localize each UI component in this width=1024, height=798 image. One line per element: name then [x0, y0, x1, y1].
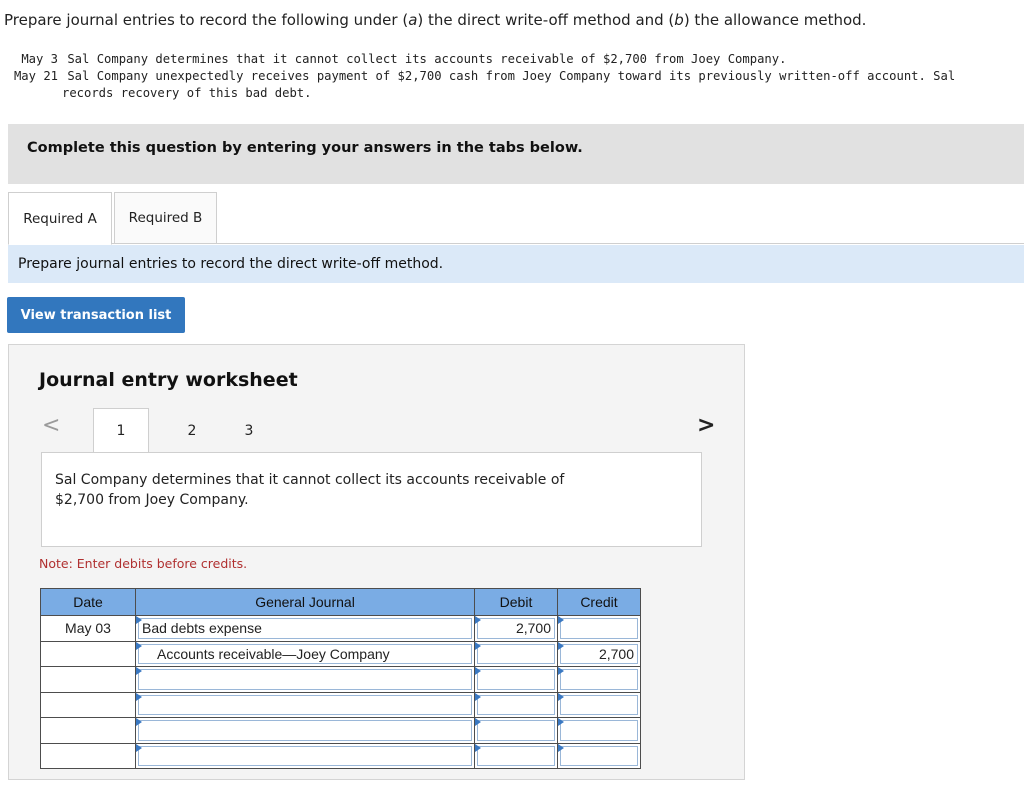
dropdown-marker-icon: [558, 693, 564, 701]
account-cell[interactable]: [136, 616, 475, 642]
account-input[interactable]: [138, 669, 472, 690]
account-cell[interactable]: [136, 718, 475, 744]
dropdown-marker-icon: [558, 744, 564, 752]
account-input[interactable]: [138, 720, 472, 741]
table-header-row: [41, 589, 641, 616]
page-tab-2[interactable]: 2: [187, 422, 197, 439]
account-cell[interactable]: [136, 743, 475, 769]
transaction-text: Sal Company determines that it cannot collect its accounts receivable of $2,700 from Joey Company.: [67, 52, 787, 66]
credit-input[interactable]: [560, 695, 638, 716]
table-row: [41, 641, 641, 667]
instructions-text: Complete this question by entering your answers in the tabs below.: [27, 140, 583, 156]
credit-input[interactable]: [560, 720, 638, 741]
dropdown-marker-icon: [475, 693, 481, 701]
dropdown-marker-icon: [136, 642, 142, 650]
date-value: [41, 693, 135, 718]
debit-input[interactable]: [477, 669, 555, 690]
account-input[interactable]: Accounts receivable—Joey Company: [138, 644, 472, 665]
debit-cell[interactable]: [475, 718, 558, 744]
dropdown-marker-icon: [558, 616, 564, 624]
dropdown-marker-icon: [136, 718, 142, 726]
credit-cell[interactable]: [558, 718, 641, 744]
dropdown-marker-icon: [475, 642, 481, 650]
page-tab-3[interactable]: 3: [244, 422, 254, 439]
dropdown-marker-icon: [136, 744, 142, 752]
date-cell[interactable]: [41, 667, 136, 693]
account-input[interactable]: [138, 695, 472, 716]
tab-required-b[interactable]: Required B: [114, 192, 217, 244]
dropdown-marker-icon: [136, 667, 142, 675]
tab-required-a[interactable]: Required A: [8, 192, 112, 245]
debit-input[interactable]: [477, 746, 555, 767]
debit-cell[interactable]: [475, 616, 558, 642]
general-journal-table: [40, 588, 641, 769]
transaction-may-3: [4, 51, 786, 68]
date-cell[interactable]: [41, 743, 136, 769]
date-column-header: Date: [41, 589, 136, 616]
chevron-left-icon[interactable]: <: [42, 413, 61, 438]
view-transaction-list-button[interactable]: View transaction list: [7, 297, 185, 333]
account-cell[interactable]: [136, 641, 475, 667]
transaction-text: Sal Company unexpectedly receives payment of $2,700 cash from Joey Company toward its previously written-off account. Sal: [67, 69, 956, 83]
debit-input[interactable]: [477, 720, 555, 741]
worksheet-title: Journal entry worksheet: [39, 369, 298, 391]
date-cell[interactable]: [41, 692, 136, 718]
transaction-description-box: [41, 452, 702, 547]
dropdown-marker-icon: [475, 616, 481, 624]
date-value: [41, 667, 135, 692]
transaction-date: May 3: [21, 52, 58, 66]
page-tab-1[interactable]: 1: [93, 408, 149, 453]
credit-input[interactable]: [560, 746, 638, 767]
dropdown-marker-icon: [558, 667, 564, 675]
dropdown-marker-icon: [136, 616, 142, 624]
credit-column-header: Credit: [558, 589, 641, 616]
table-row: [41, 667, 641, 693]
transaction-description: Sal Company determines that it cannot collect its accounts receivable of $2,700 from Joey Company.: [55, 472, 565, 508]
dropdown-marker-icon: [558, 642, 564, 650]
transaction-text-continued: records recovery of this bad debt.: [62, 86, 312, 100]
date-cell[interactable]: [41, 641, 136, 667]
chevron-right-icon[interactable]: >: [697, 413, 716, 438]
account-input[interactable]: Bad debts expense: [138, 618, 472, 639]
date-value: [41, 744, 135, 769]
table-row: [41, 692, 641, 718]
date-value: May 03: [65, 620, 111, 637]
debit-input[interactable]: 2,700: [477, 618, 555, 639]
credit-cell[interactable]: [558, 667, 641, 693]
tab-instruction-bar: [8, 245, 1024, 283]
dropdown-marker-icon: [136, 693, 142, 701]
debit-cell[interactable]: [475, 641, 558, 667]
instructions-banner: [8, 124, 1024, 184]
dropdown-marker-icon: [475, 667, 481, 675]
credit-cell[interactable]: [558, 692, 641, 718]
dropdown-marker-icon: [475, 718, 481, 726]
account-cell[interactable]: [136, 692, 475, 718]
credit-input[interactable]: 2,700: [560, 644, 638, 665]
date-value: [41, 718, 135, 743]
credit-cell[interactable]: [558, 641, 641, 667]
account-cell[interactable]: [136, 667, 475, 693]
date-value: [41, 642, 135, 667]
tab-divider: [111, 243, 1024, 244]
debit-input[interactable]: [477, 695, 555, 716]
question-text: Prepare journal entries to record the following under (a) the direct write-off method and (b) the allowance method.: [4, 11, 867, 29]
dropdown-marker-icon: [475, 744, 481, 752]
transaction-may-21: [4, 68, 955, 85]
debit-cell[interactable]: [475, 743, 558, 769]
date-cell[interactable]: [41, 718, 136, 744]
table-row: [41, 743, 641, 769]
account-column-header: General Journal: [136, 589, 475, 616]
credit-input[interactable]: [560, 669, 638, 690]
debit-column-header: Debit: [475, 589, 558, 616]
credit-cell[interactable]: [558, 743, 641, 769]
note-text: Note: Enter debits before credits.: [39, 556, 248, 571]
journal-entry-worksheet: [8, 344, 745, 780]
date-cell[interactable]: [41, 616, 136, 642]
tab-instruction-text: Prepare journal entries to record the direct write-off method.: [18, 256, 444, 272]
credit-cell[interactable]: [558, 616, 641, 642]
table-row: [41, 616, 641, 642]
debit-cell[interactable]: [475, 692, 558, 718]
debit-cell[interactable]: [475, 667, 558, 693]
dropdown-marker-icon: [558, 718, 564, 726]
table-row: [41, 718, 641, 744]
account-input[interactable]: [138, 746, 472, 767]
debit-input[interactable]: [477, 644, 555, 665]
transaction-date: May 21: [13, 69, 58, 83]
credit-input[interactable]: [560, 618, 638, 639]
